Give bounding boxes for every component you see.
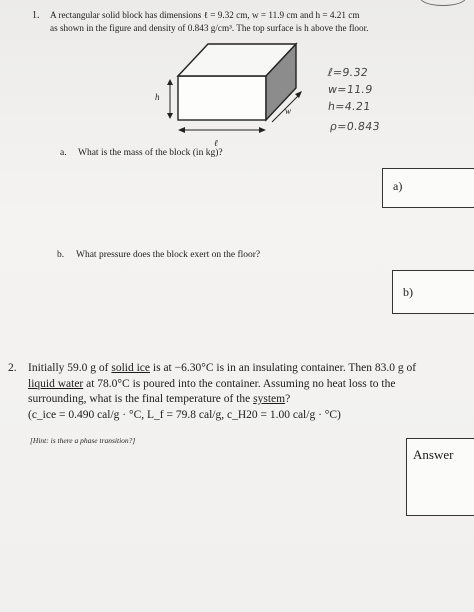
q1a-label: a.	[60, 148, 67, 158]
answer-box-q2[interactable]	[406, 438, 474, 516]
note-density: ρ=0.843	[329, 120, 381, 133]
q2-line1: Initially 59.0 g of solid ice is at −6.30°C is in an insulating container. Then 83.0 g of	[28, 362, 417, 374]
q1-text-line2: as shown in the figure and density of 0.843 g/cm³. The top surface is h above the floor.	[50, 23, 369, 33]
top-margin-mark	[420, 0, 466, 6]
note-height: h=4.21	[327, 100, 372, 113]
note-length: ℓ=9.32	[327, 66, 369, 79]
q1a-question: What is the mass of the block (in kg)?	[78, 148, 223, 158]
q2-line2: liquid water at 78.0°C is poured into the container. Assuming no heat loss to the	[28, 377, 396, 390]
answer-box-a-label: a)	[393, 179, 403, 193]
q2-hint: [Hint: is there a phase transition?]	[30, 436, 136, 445]
q1-text-line1: A rectangular solid block has dimensions ℓ = 9.32 cm, w = 11.9 cm and h = 4.21 cm	[50, 10, 360, 20]
l-label: ℓ	[214, 138, 218, 148]
q1-number: 1.	[32, 10, 40, 21]
block-front-face	[178, 76, 266, 120]
w-label: w	[285, 106, 292, 116]
q2-number: 2.	[8, 362, 17, 374]
answer-box-a[interactable]	[382, 168, 474, 208]
q2-constants: (c_ice = 0.490 cal/g · °C, L_f = 79.8 cal/g, c_H20 = 1.00 cal/g · °C)	[28, 408, 341, 421]
answer-box-b[interactable]	[392, 270, 474, 314]
answer-box-b-label: b)	[403, 285, 413, 299]
h-label: h	[155, 92, 160, 102]
q1b-question: What pressure does the block exert on the floor?	[76, 250, 261, 260]
answer-box-q2-label: Answer	[413, 447, 454, 462]
note-width: w=11.9	[327, 83, 374, 96]
block-figure	[150, 38, 320, 143]
q2-text	[28, 361, 468, 423]
q2-line3: surrounding, what is the final temperature of the system?	[28, 393, 291, 405]
q1b-label: b.	[57, 250, 65, 260]
